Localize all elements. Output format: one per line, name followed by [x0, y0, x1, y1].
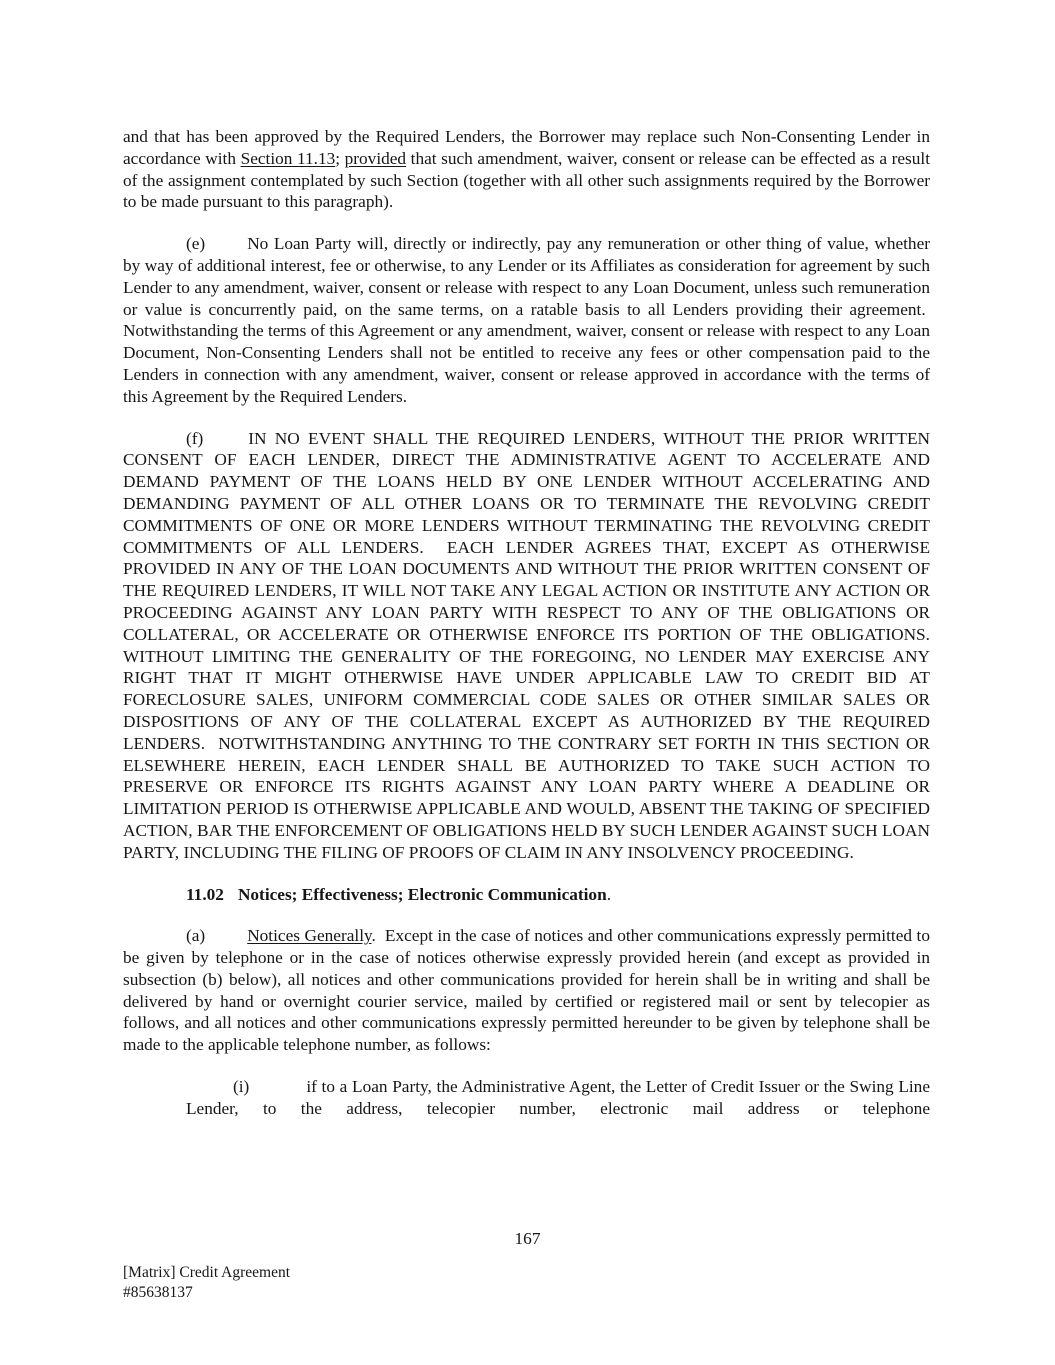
- clause-label: (f): [186, 428, 204, 448]
- clause-a-paragraph: [123, 925, 930, 1056]
- clause-f-paragraph: [123, 428, 930, 864]
- section-heading-11-02: [123, 884, 930, 906]
- clause-e-paragraph: [123, 233, 930, 407]
- heading-number: 11.02: [186, 884, 224, 904]
- clause-label: (i): [233, 1077, 250, 1097]
- section-reference: Section 11.13: [240, 148, 336, 168]
- paragraph-text: if to a Loan Party, the Administrative Agent, the Letter of Credit Issuer or the Swing Line Lender, to the address, telecopier number, electronic mail address or telephone: [186, 1077, 930, 1118]
- paragraph-text: ;: [335, 148, 345, 168]
- paragraph-text: that such amendment, waiver, consent or release can be effected as a result of the assignment contemplated by such Section (together with all other such assignments required by the Borrower to be made pursuant to this paragraph).: [123, 148, 931, 212]
- paragraph-text: No Loan Party will, directly or indirectly, pay any remuneration or other thing of value, whether by way of additional interest, fee or otherwise, to any Lender or its Affiliates as consideration for agreement by such Lender to any amendment, waiver, consent or release with respect to any Loan Document, unless such remuneration or value is concurrently paid, on the same terms, on a ratable basis to all Lenders providing their agreement. Notwithstanding the terms of this Agreement or any amendment, waiver, consent or release with respect to any Loan Document, Non-Consenting Lenders shall not be entitled to receive any fees or other compensation paid to the Lenders in connection with any amendment, waiver, consent or release approved in accordance with the terms of this Agreement by the Required Lenders.: [123, 234, 930, 406]
- paragraph-text: . Except in the case of notices and other communications expressly permitted to be given by telephone or in the case of notices otherwise expressly provided herein (and except as provided in subsection (b) below), all notices and other communications provided for herein shall be in writing and shall be delivered by hand or overnight courier service, mailed by certified or registered mail or sent by telecopier as follows, and all notices and other communications expressly permitted hereunder to be given by telephone shall be made to the applicable telephone number, as follows:: [123, 926, 930, 1055]
- footer-doc-name: [Matrix] Credit Agreement: [123, 1264, 291, 1281]
- document-footer: [123, 1263, 290, 1302]
- clause-label: (a): [186, 926, 206, 946]
- defined-term-provided: provided: [344, 148, 407, 168]
- subclause-i-paragraph: [186, 1076, 930, 1120]
- document-body: [123, 126, 930, 1120]
- paragraph-text: and that has been approved by the Required Lenders, the Borrower may replace such Non-Consenting Lender in accordance with: [123, 127, 930, 168]
- clause-label: (e): [186, 234, 206, 254]
- heading-period: .: [606, 884, 612, 904]
- heading-title: Notices; Effectiveness; Electronic Communication: [237, 884, 607, 904]
- clause-title-notices-generally: Notices Generally: [247, 926, 372, 946]
- footer-doc-id: #85638137: [123, 1283, 193, 1301]
- page-number: 167: [514, 1229, 541, 1248]
- continuation-paragraph: [123, 126, 930, 213]
- paragraph-text: IN NO EVENT SHALL THE REQUIRED LENDERS, WITHOUT THE PRIOR WRITTEN CONSENT OF EACH LENDER, DIRECT THE ADMINISTRATIVE AGENT TO ACCELERATE AND DEMAND PAYMENT OF THE LOANS HELD BY ONE LENDER WITHOUT ACCELERATING AND DEMANDING PAYMENT OF ALL OTHER LOANS OR TO TERMINATE THE REVOLVING CREDIT COMMITMENTS OF ONE OR MORE LENDERS WITHOUT TERMINATING THE REVOLVING CREDIT COMMITMENTS OF ALL LENDERS. EACH LENDER AGREES THAT, EXCEPT AS OTHERWISE PROVIDED IN ANY OF THE LOAN DOCUMENTS AND WITHOUT THE PRIOR WRITTEN CONSENT OF THE REQUIRED LENDERS, IT WILL NOT TAKE ANY LEGAL ACTION OR INSTITUTE ANY ACTION OR PROCEEDING AGAINST ANY LOAN PARTY WITH RESPECT TO ANY OF THE OBLIGATIONS OR COLLATERAL, OR ACCELERATE OR OTHERWISE ENFORCE ITS PORTION OF THE OBLIGATIONS. WITHOUT LIMITING THE GENERALITY OF THE FOREGOING, NO LENDER MAY EXERCISE ANY RIGHT THAT IT MIGHT OTHERWISE HAVE UNDER APPLICABLE LAW TO CREDIT BID AT FORECLOSURE SALES, UNIFORM COMMERCIAL CODE SALES OR OTHER SIMILAR SALES OR DISPOSITIONS OF ANY OF THE COLLATERAL EXCEPT AS AUTHORIZED BY THE REQUIRED LENDERS. NOTWITHSTANDING ANYTHING TO THE CONTRARY SET FORTH IN THIS SECTION OR ELSEWHERE HEREIN, EACH LENDER SHALL BE AUTHORIZED TO TAKE SUCH ACTION TO PRESERVE OR ENFORCE ITS RIGHTS AGAINST ANY LOAN PARTY WHERE A DEADLINE OR LIMITATION PERIOD IS OTHERWISE APPLICABLE AND WOULD, ABSENT THE TAKING OF SPECIFIED ACTION, BAR THE ENFORCEMENT OF OBLIGATIONS HELD BY SUCH LENDER AGAINST SUCH LOAN PARTY, INCLUDING THE FILING OF PROOFS OF CLAIM IN ANY INSOLVENCY PROCEEDING.: [123, 428, 930, 862]
